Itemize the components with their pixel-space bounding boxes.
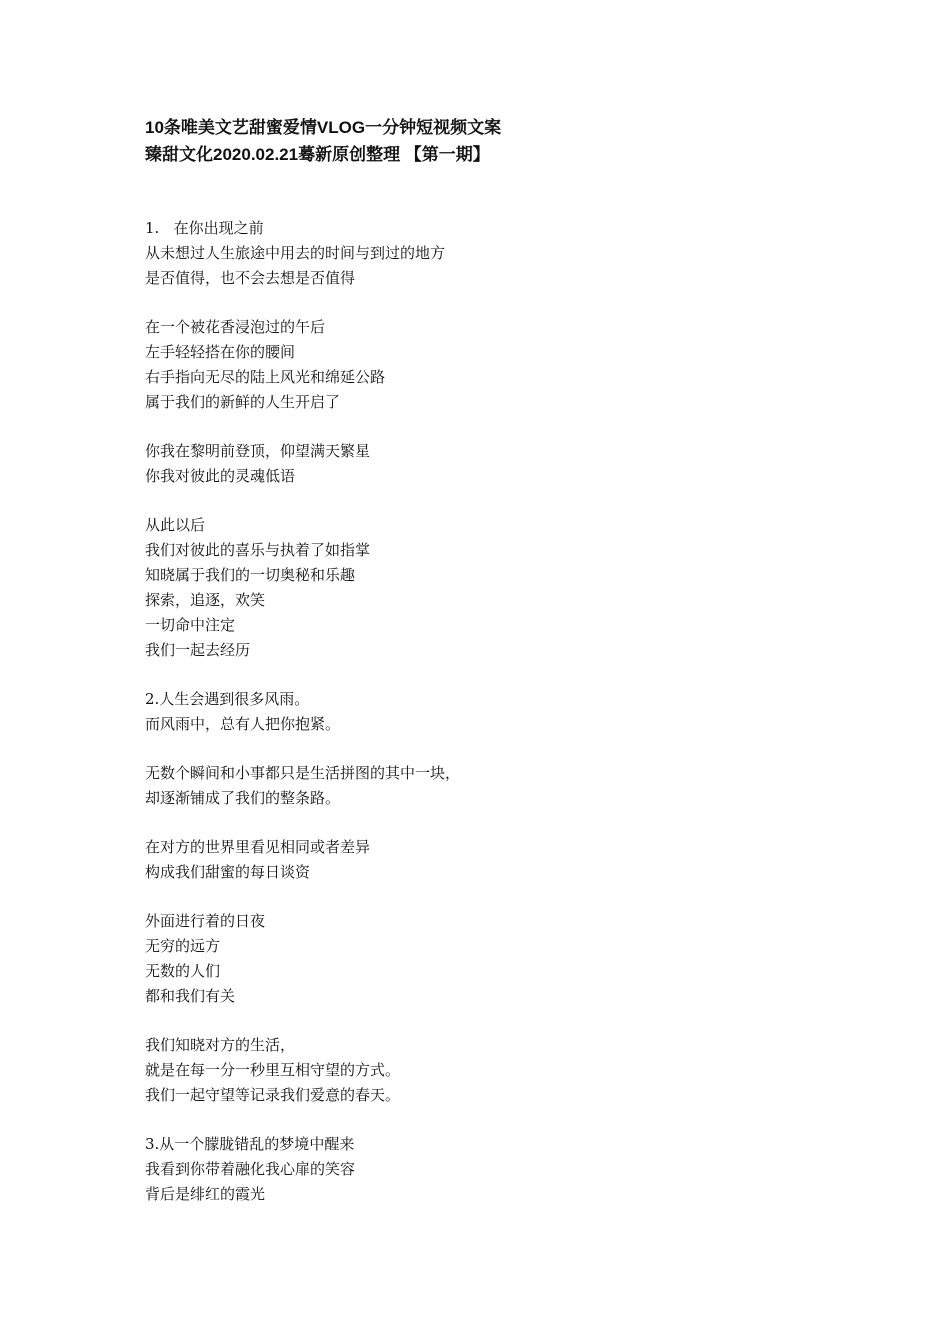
text-line: 属于我们的新鲜的人生开启了 <box>145 393 341 411</box>
text-line: 却逐渐铺成了我们的整条路。 <box>145 789 341 807</box>
paragraph <box>145 835 845 885</box>
text-line: 从未想过人生旅途中用去的时间与到过的地方 <box>145 244 446 262</box>
text-line: 从此以后 <box>145 516 206 534</box>
text-line: 你我对彼此的灵魂低语 <box>145 467 296 485</box>
subtitle-line: 臻甜文化2020.02.21蓦新原创整理 【第一期】 <box>145 145 490 164</box>
paragraph <box>145 761 845 811</box>
text-line: 你我在黎明前登顶，仰望满天繁星 <box>145 442 371 460</box>
text-line: 背后是绯红的霞光 <box>145 1185 266 1203</box>
paragraph <box>145 513 845 663</box>
text-line: 探索，追逐，欢笑 <box>145 591 266 609</box>
text-line: 右手指向无尽的陆上风光和绵延公路 <box>145 368 386 386</box>
paragraph <box>145 216 845 291</box>
text-line: 2.人生会遇到很多风雨。 <box>145 690 310 708</box>
text-line: 1. 在你出现之前 <box>145 219 264 237</box>
text-line: 无数的人们 <box>145 962 221 980</box>
text-line: 就是在每一分一秒里互相守望的方式。 <box>145 1061 401 1079</box>
text-line: 我看到你带着融化我心扉的笑容 <box>145 1160 356 1178</box>
text-line: 无穷的远方 <box>145 937 221 955</box>
text-line: 外面进行着的日夜 <box>145 912 266 930</box>
document-title <box>145 114 845 168</box>
text-line: 而风雨中，总有人把你抱紧。 <box>145 715 341 733</box>
text-line: 左手轻轻搭在你的腰间 <box>145 343 296 361</box>
text-line: 都和我们有关 <box>145 987 236 1005</box>
text-line: 我们对彼此的喜乐与执着了如指掌 <box>145 541 371 559</box>
text-line: 在一个被花香浸泡过的午后 <box>145 318 326 336</box>
document-body <box>145 216 845 1207</box>
text-line: 是否值得，也不会去想是否值得 <box>145 269 356 287</box>
paragraph <box>145 687 845 737</box>
text-line: 无数个瞬间和小事都只是生活拼图的其中一块， <box>145 764 461 782</box>
text-line: 我们一起去经历 <box>145 641 251 659</box>
text-line: 一切命中注定 <box>145 616 236 634</box>
paragraph <box>145 1132 845 1207</box>
text-line: 在对方的世界里看见相同或者差异 <box>145 838 371 856</box>
text-line: 3.从一个朦胧错乱的梦境中醒来 <box>145 1135 355 1153</box>
title-line: 10条唯美文艺甜蜜爱情VLOG一分钟短视频文案 <box>145 118 502 137</box>
text-line: 知晓属于我们的一切奥秘和乐趣 <box>145 566 356 584</box>
text-line: 构成我们甜蜜的每日谈资 <box>145 863 311 881</box>
document-page <box>145 114 845 1207</box>
paragraph <box>145 909 845 1009</box>
text-line: 我们一起守望等记录我们爱意的春天。 <box>145 1086 401 1104</box>
text-line: 我们知晓对方的生活， <box>145 1036 296 1054</box>
paragraph <box>145 1033 845 1108</box>
paragraph <box>145 315 845 415</box>
paragraph <box>145 439 845 489</box>
